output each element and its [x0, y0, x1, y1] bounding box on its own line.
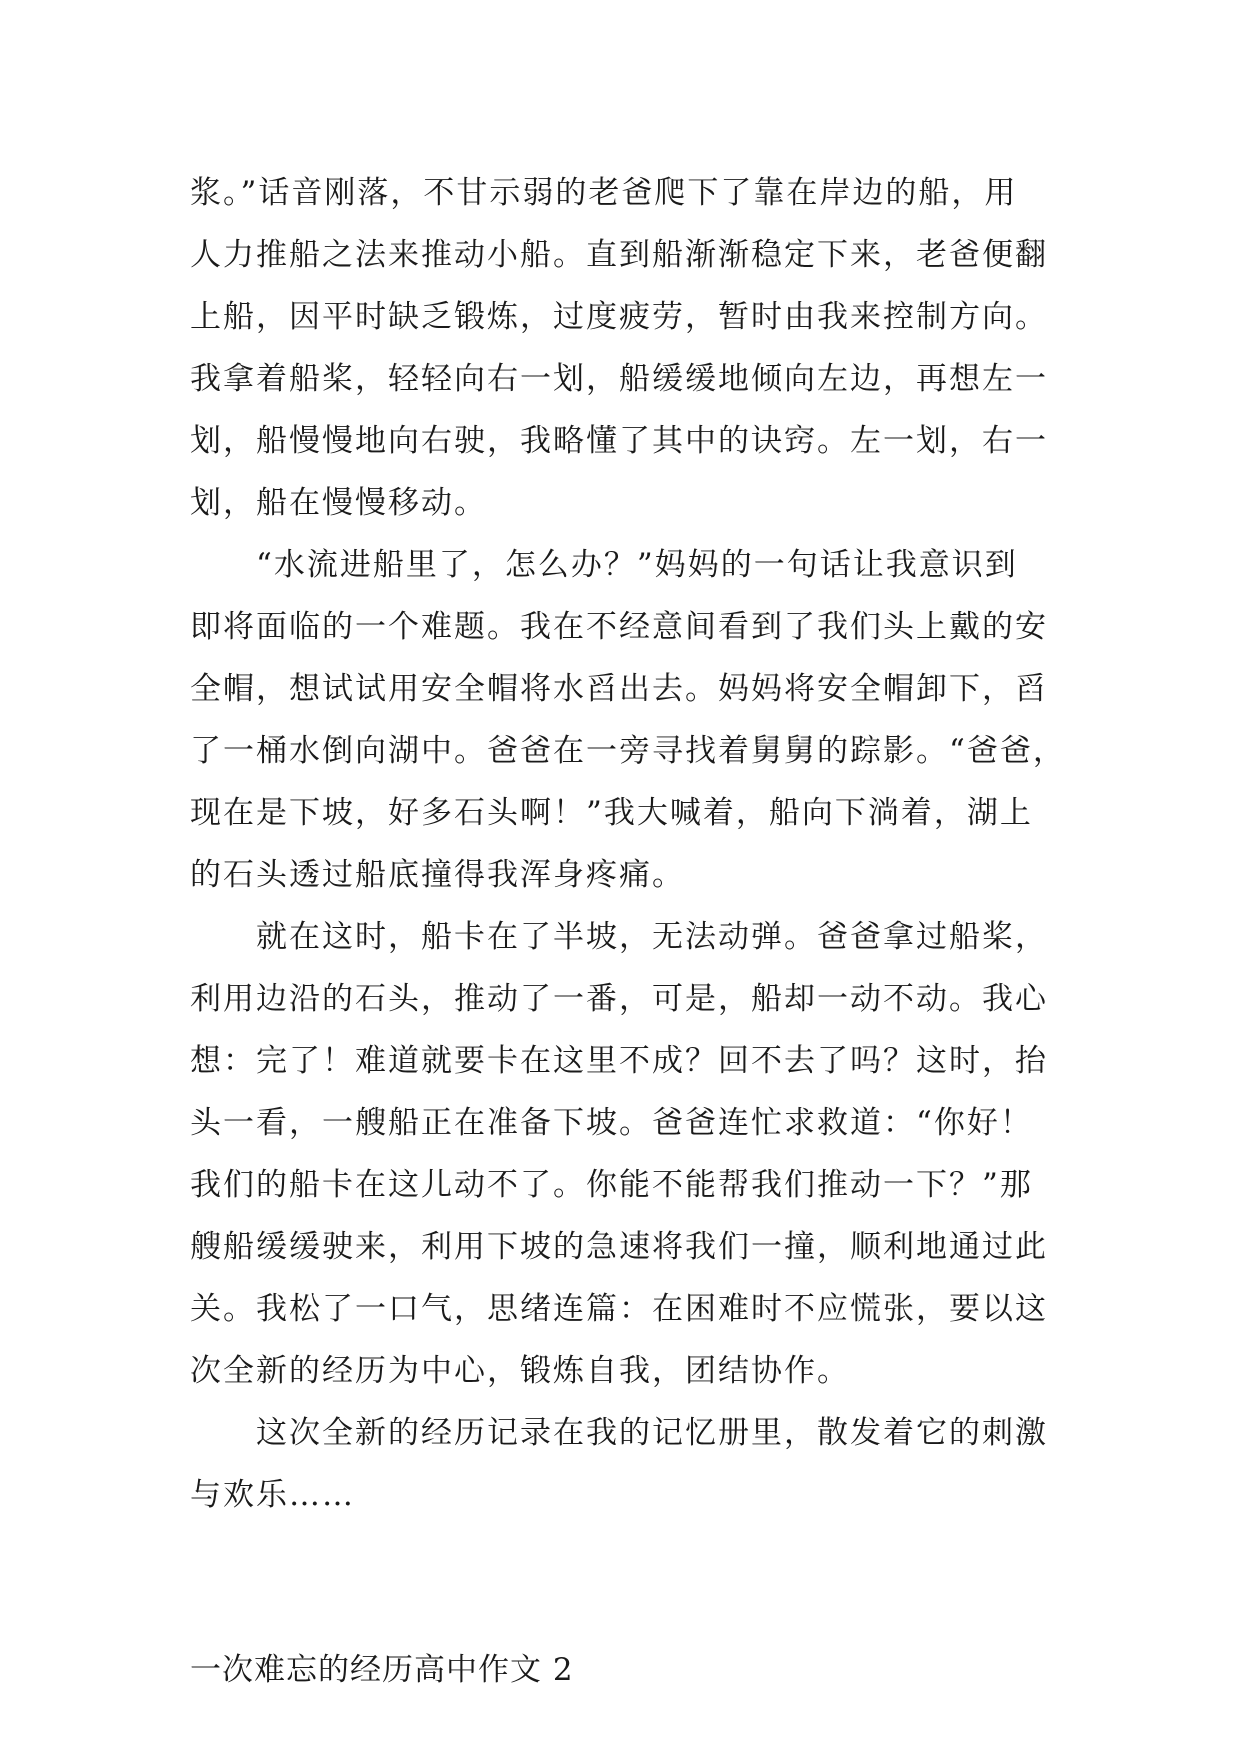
- text-line: 全帽，想试试用安全帽将水舀出去。妈妈将安全帽卸下，舀: [190, 671, 1048, 707]
- text-line: 想：完了！难道就要卡在这里不成？回不去了吗？这时，抬: [190, 1043, 1048, 1079]
- text-line: “水流进船里了，怎么办？”妈妈的一句话让我意识到: [190, 547, 1018, 583]
- text-line: 我拿着船桨，轻轻向右一划，船缓缓地倾向左边，再想左一: [190, 361, 1048, 397]
- section-spacer: [190, 1526, 1070, 1639]
- text-line: 利用边沿的石头，推动了一番，可是，船却一动不动。我心: [190, 981, 1048, 1017]
- text-line: 上船，因平时缺乏锻炼，过度疲劳，暂时由我来控制方向。: [190, 299, 1048, 335]
- text-line: 与欢乐……: [190, 1477, 355, 1513]
- text-line: 次全新的经历为中心，锻炼自我，团结协作。: [190, 1353, 850, 1389]
- text-line: 的石头透过船底撞得我浑身疼痛。: [190, 857, 685, 893]
- text-line: 现在是下坡，好多石头啊！”我大喊着，船向下淌着，湖上: [190, 795, 1033, 831]
- document-body: [190, 162, 1070, 1701]
- text-line: 就在这时，船卡在了半坡，无法动弹。爸爸拿过船桨，: [190, 919, 1048, 955]
- text-line: 头一看，一艘船正在准备下坡。爸爸连忙求救道：“你好！: [190, 1105, 1033, 1141]
- text-line: 艘船缓缓驶来，利用下坡的急速将我们一撞，顺利地通过此: [190, 1229, 1048, 1265]
- text-line: 这次全新的经历记录在我的记忆册里，散发着它的刺激: [190, 1415, 1048, 1451]
- text-line: 关。我松了一口气，思绪连篇：在困难时不应慌张，要以这: [190, 1291, 1048, 1327]
- text-line: 划，船慢慢地向右驶，我略懂了其中的诀窍。左一划，右一: [190, 423, 1048, 459]
- text-line: 浆。”话音刚落，不甘示弱的老爸爬下了靠在岸边的船，用: [190, 175, 1018, 211]
- text-line: 即将面临的一个难题。我在不经意间看到了我们头上戴的安: [190, 609, 1048, 645]
- text-line: 划，船在慢慢移动。: [190, 485, 487, 521]
- section-heading: 一次难忘的经历高中作文 2: [190, 1652, 574, 1688]
- text-line: 我们的船卡在这儿动不了。你能不能帮我们推动一下？”那: [190, 1167, 1033, 1203]
- text-line: 了一桶水倒向湖中。爸爸在一旁寻找着舅舅的踪影。“爸爸，: [190, 733, 1066, 769]
- text-line: 人力推船之法来推动小船。直到船渐渐稳定下来，老爸便翻: [190, 237, 1048, 273]
